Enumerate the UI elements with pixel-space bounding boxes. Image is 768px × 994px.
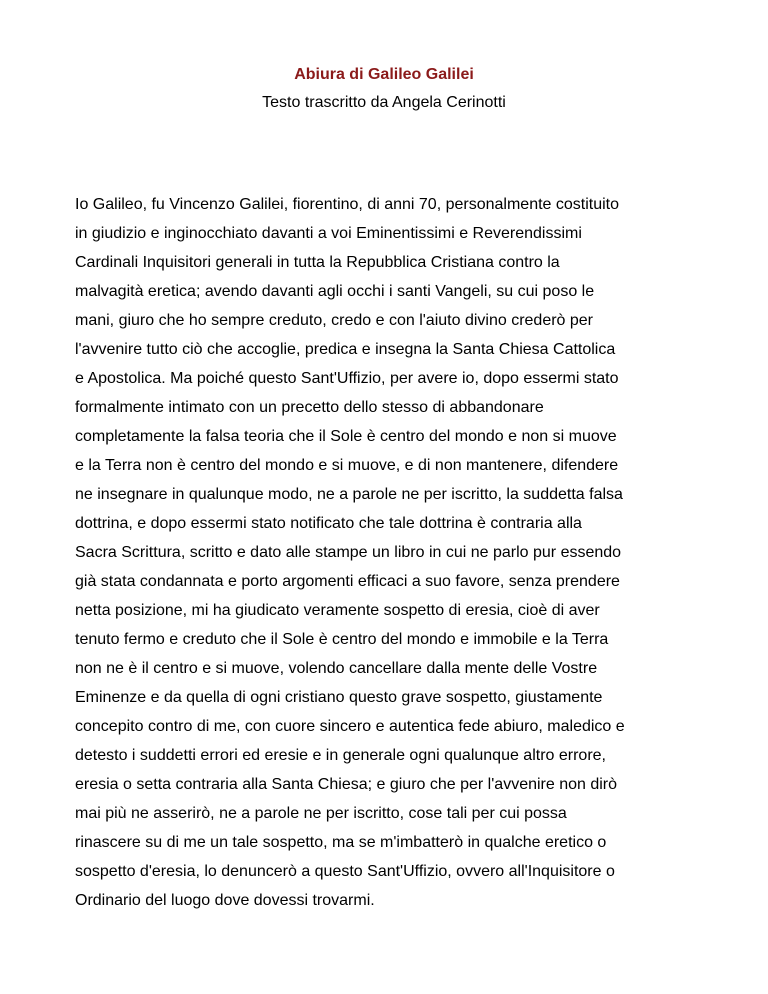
body-text-line: ne insegnare in qualunque modo, ne a parole ne per iscritto, la suddetta falsa: [75, 486, 623, 503]
body-text-line: Cardinali Inquisitori generali in tutta la Repubblica Cristiana contro la: [75, 254, 560, 271]
body-text-line: dottrina, e dopo essermi stato notificato che tale dottrina è contraria alla: [75, 515, 582, 532]
body-text-line: concepito contro di me, con cuore sincero e autentica fede abiuro, maledico e: [75, 718, 625, 735]
body-text-line: detesto i suddetti errori ed eresie e in generale ogni qualunque altro errore,: [75, 747, 606, 764]
body-text-line: l'avvenire tutto ciò che accoglie, predica e insegna la Santa Chiesa Cattolica: [75, 341, 616, 358]
body-text-line: Ordinario del luogo dove dovessi trovarmi.: [75, 892, 375, 909]
body-text-line: Sacra Scrittura, scritto e dato alle stampe un libro in cui ne parlo pur essendo: [75, 544, 622, 561]
body-text-line: sospetto d'eresia, lo denuncerò a questo Sant'Uffizio, ovvero all'Inquisitore o: [75, 863, 615, 880]
body-text-line: netta posizione, mi ha giudicato veramente sospetto di eresia, cioè di aver: [75, 602, 600, 619]
body-text-line: non ne è il centro e si muove, volendo cancellare dalla mente delle Vostre: [75, 660, 598, 677]
body-text-line: Io Galileo, fu Vincenzo Galilei, fiorentino, di anni 70, personalmente costituito: [75, 196, 620, 213]
body-text-line: tenuto fermo e creduto che il Sole è centro del mondo e immobile e la Terra: [75, 631, 609, 648]
body-text-line: Eminenze e da quella di ogni cristiano questo grave sospetto, giustamente: [75, 689, 603, 706]
body-text-line: completamente la falsa teoria che il Sole è centro del mondo e non si muove: [75, 428, 617, 445]
body-text-line: eresia o setta contraria alla Santa Chiesa; e giuro che per l'avvenire non dirò: [75, 776, 618, 793]
body-text-line: in giudizio e inginocchiato davanti a voi Eminentissimi e Reverendissimi: [75, 225, 582, 242]
body-text-line: formalmente intimato con un precetto dello stesso di abbandonare: [75, 399, 544, 416]
body-text-line: e Apostolica. Ma poiché questo Sant'Uffizio, per avere io, dopo essermi stato: [75, 370, 619, 387]
document-body: [75, 190, 705, 915]
body-text-line: malvagità eretica; avendo davanti agli occhi i santi Vangeli, su cui poso le: [75, 283, 595, 300]
body-text-line: rinascere su di me un tale sospetto, ma se m'imbatterò in qualche eretico o: [75, 834, 607, 851]
document-title: Abiura di Galileo Galilei: [294, 66, 474, 83]
body-text-line: mai più ne asserirò, ne a parole ne per iscritto, cose tali per cui possa: [75, 805, 567, 822]
document-subtitle: Testo trascritto da Angela Cerinotti: [262, 94, 506, 111]
body-text-line: e la Terra non è centro del mondo e si muove, e di non mantenere, difendere: [75, 457, 619, 474]
body-text-line: già stata condannata e porto argomenti efficaci a suo favore, senza prendere: [75, 573, 620, 590]
body-text-line: mani, giuro che ho sempre creduto, credo e con l'aiuto divino crederò per: [75, 312, 594, 329]
